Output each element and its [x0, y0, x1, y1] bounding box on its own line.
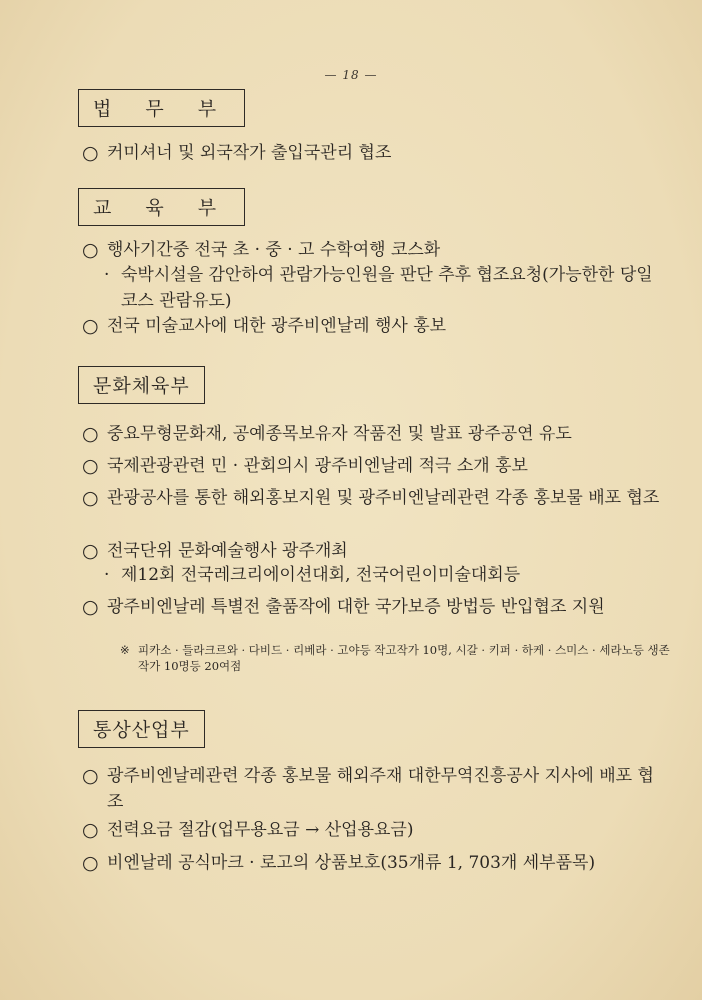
item-text: 커미셔너 및 외국작가 출입국관리 협조 — [107, 143, 392, 163]
sub-item-text: 숙박시설을 감안하여 관람가능인원을 판단 추후 협조요청(가능한한 당일코스 관람유도) — [121, 265, 653, 311]
circle-bullet-icon: ○ — [82, 765, 99, 787]
circle-bullet-icon: ○ — [82, 852, 99, 874]
reference-mark-icon: ※ — [120, 643, 130, 657]
item-text: 광주비엔날레관련 각종 홍보물 해외주재 대한무역진흥공사 지사에 배포 협조 — [107, 766, 654, 812]
item-text: 행사기간중 전국 초 · 중 · 고 수학여행 코스화 — [107, 240, 441, 260]
list-item — [82, 538, 662, 564]
item-text: 국제관광관련 민 · 관회의시 광주비엔날레 적극 소개 홍보 — [107, 456, 528, 476]
item-text: 전국 미술교사에 대한 광주비엔날레 행사 홍보 — [107, 316, 447, 336]
circle-bullet-icon: ○ — [82, 239, 99, 261]
item-text: 비엔날레 공식마크 · 로고의 상품보호(35개류 1, 703개 세부품목) — [107, 853, 596, 873]
item-text: 광주비엔날레 특별전 출품작에 대한 국가보증 방법등 반입협조 지원 — [107, 597, 605, 617]
circle-bullet-icon: ○ — [82, 487, 99, 509]
circle-bullet-icon: ○ — [82, 142, 99, 164]
list-item — [82, 313, 662, 339]
circle-bullet-icon: ○ — [82, 315, 99, 337]
section-title-culture-sports: 문화체육부 — [78, 366, 205, 404]
circle-bullet-icon: ○ — [82, 819, 99, 841]
sub-item-text: 제12회 전국레크리에이션대회, 전국어린이미술대회등 — [121, 565, 521, 585]
sub-item — [104, 562, 669, 588]
item-text: 전국단위 문화예술행사 광주개최 — [107, 541, 348, 561]
section-title-education: 교 육 부 — [78, 188, 245, 226]
page-number: — 18 — — [324, 68, 378, 82]
section-title-trade-industry: 통상산업부 — [78, 710, 205, 748]
dot-bullet-icon: · — [104, 265, 110, 285]
sub-item — [104, 262, 669, 314]
circle-bullet-icon: ○ — [82, 540, 99, 562]
footnote-text: 피카소 · 들라크르와 · 다비드 · 리베라 · 고야등 작고작가 10명, 시갈 · 키퍼 · 하케 · 스미스 · 세라노등 생존작가 10명등 20여점 — [138, 643, 670, 673]
list-item — [82, 237, 662, 263]
circle-bullet-icon: ○ — [82, 596, 99, 618]
list-item — [82, 763, 662, 815]
circle-bullet-icon: ○ — [82, 455, 99, 477]
list-item — [82, 485, 662, 511]
item-text: 전력요금 절감(업무용요금 → 산업용요금) — [107, 820, 414, 840]
list-item — [82, 594, 662, 620]
footnote — [120, 642, 675, 674]
item-text: 중요무형문화재, 공예종목보유자 작품전 및 발표 광주공연 유도 — [107, 424, 572, 444]
list-item — [82, 817, 662, 843]
list-item — [82, 453, 662, 479]
section-title-justice: 법 무 부 — [78, 89, 245, 127]
list-item — [82, 421, 662, 447]
list-item — [82, 140, 662, 166]
item-text: 관광공사를 통한 해외홍보지원 및 광주비엔날레관련 각종 홍보물 배포 협조 — [107, 488, 660, 508]
dot-bullet-icon: · — [104, 565, 110, 585]
circle-bullet-icon: ○ — [82, 423, 99, 445]
list-item — [82, 850, 662, 876]
